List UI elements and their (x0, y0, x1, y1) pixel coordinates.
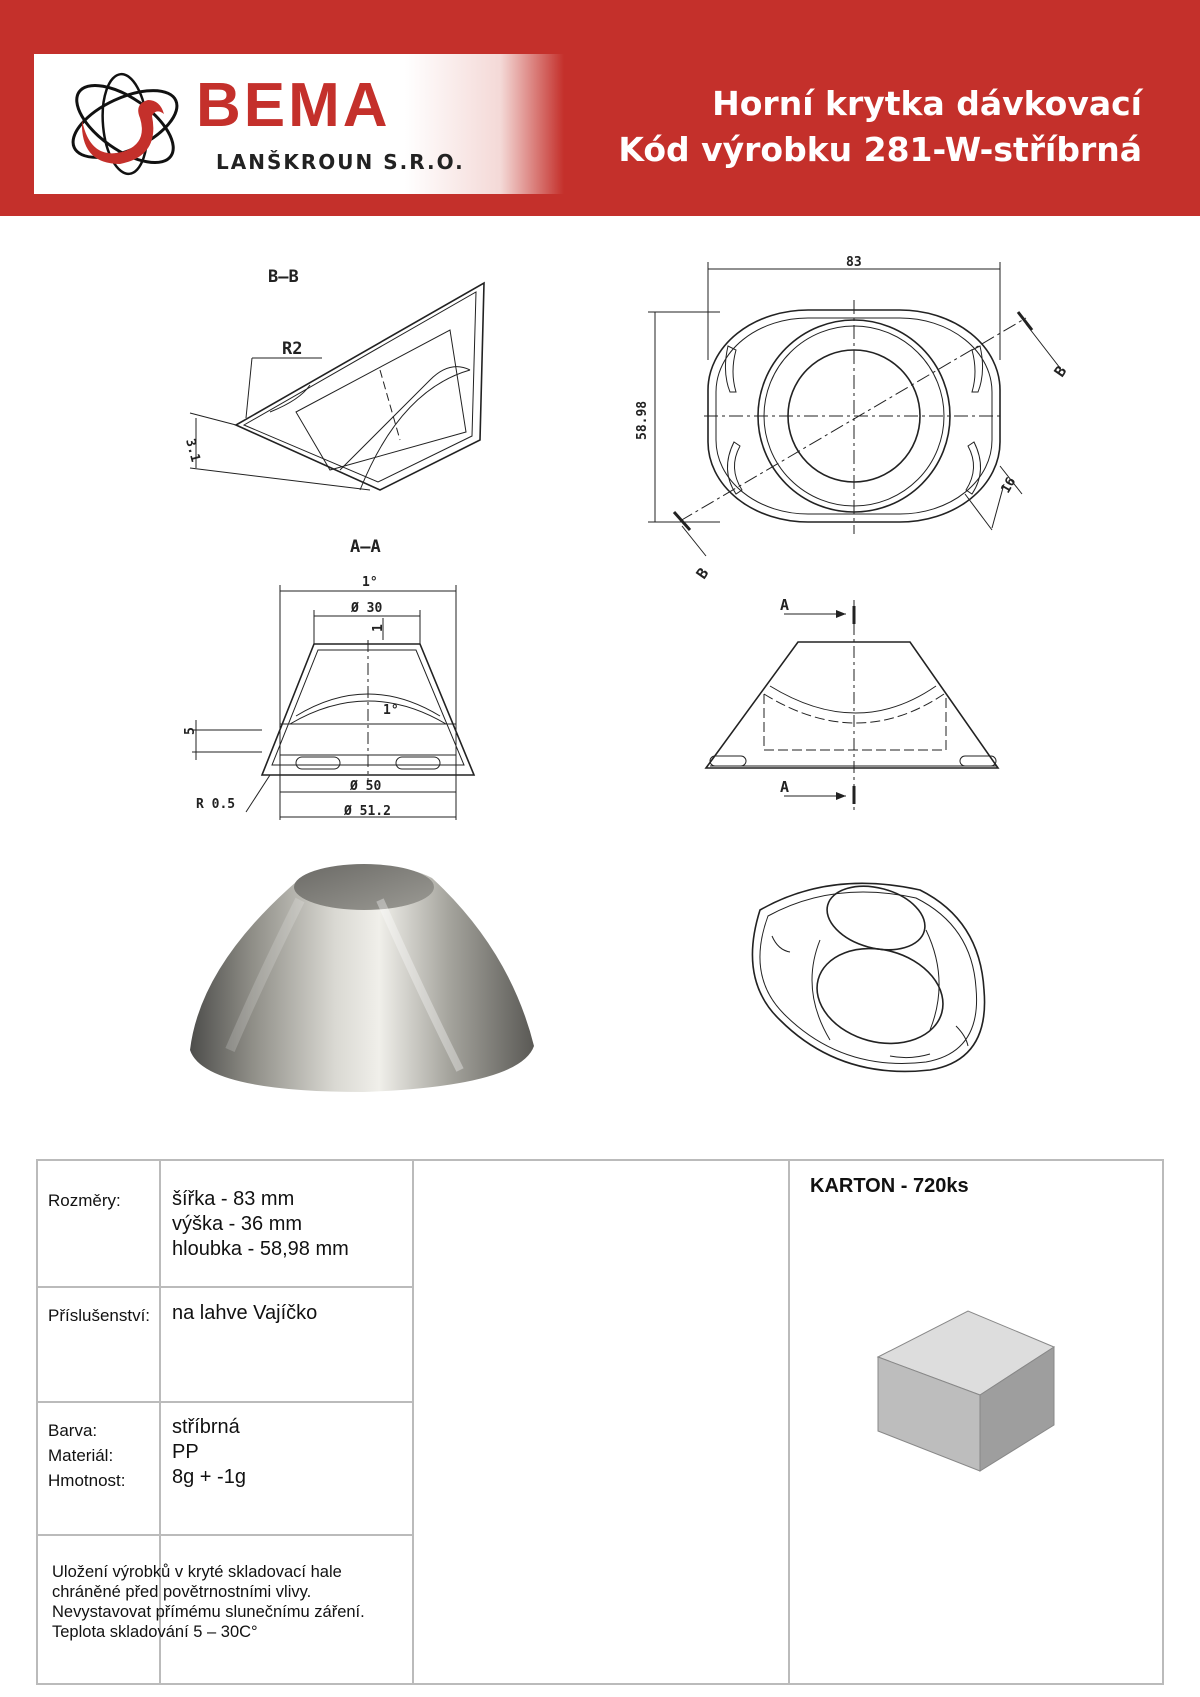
dim-1deg-top: 1° (362, 575, 378, 590)
divider (788, 1161, 790, 1683)
barva-value: stříbrná (172, 1416, 240, 1438)
product-photo (190, 864, 534, 1092)
top-view-drawing (648, 262, 1060, 556)
karton-label: KARTON - 720ks (810, 1175, 969, 1197)
dim-83: 83 (846, 255, 862, 270)
material-label: Materiál: (48, 1446, 114, 1465)
dim-d51-2: Ø 51.2 (344, 804, 391, 819)
section-aa-label: A–A (350, 537, 381, 557)
dim-1deg-inner: 1° (383, 703, 399, 718)
isometric-wireframe-drawing (752, 876, 984, 1071)
divider (38, 1534, 412, 1536)
bema-logo-icon (60, 60, 190, 188)
section-bb-label: B–B (268, 267, 299, 287)
dim-1: 1 (371, 624, 386, 632)
divider (412, 1161, 414, 1683)
storage-note-line: Nevystavovat přímému slunečnímu záření. (52, 1603, 365, 1621)
dim-58-98: 58.98 (635, 400, 650, 440)
storage-note-line: chráněné před povětrnostními vlivy. (52, 1583, 312, 1601)
rozmery-values (172, 1187, 349, 1262)
dim-r2: R2 (282, 339, 303, 359)
prislusenstvi-label: Příslušenství: (48, 1306, 151, 1325)
dim-d30: Ø 30 (351, 601, 383, 616)
dim-16: 16 (998, 474, 1020, 496)
storage-note-line: Teplota skladování 5 – 30C° (52, 1623, 258, 1641)
divider (38, 1286, 412, 1288)
brand-name: BEMA (196, 71, 391, 140)
rozmery-height: výška - 36 mm (172, 1213, 303, 1235)
rozmery-depth: hloubka - 58,98 mm (172, 1238, 349, 1260)
page-title: Horní krytka dávkovací (712, 84, 1142, 123)
product-code: Kód výrobku 281-W-stříbrná (618, 130, 1142, 169)
section-bb-drawing (190, 283, 484, 490)
section-a-marker-bottom: A (780, 778, 790, 796)
section-b-marker-top: B (1050, 362, 1071, 381)
spec-table (36, 1159, 1164, 1685)
material-values (172, 1415, 246, 1490)
dim-3-1: 3.1 (182, 437, 203, 464)
carton-box-icon (876, 1309, 1058, 1473)
section-aa-drawing (192, 585, 474, 820)
dim-d50: Ø 50 (350, 779, 382, 794)
material-value: PP (172, 1441, 199, 1463)
hmotnost-label: Hmotnost: (48, 1471, 126, 1490)
rozmery-width: šířka - 83 mm (172, 1188, 295, 1210)
front-view-drawing (706, 600, 998, 810)
prislusenstvi-value: na lahve Vajíčko (172, 1302, 318, 1324)
material-labels (48, 1418, 125, 1493)
dim-r0-5: R 0.5 (196, 797, 236, 812)
divider (38, 1401, 412, 1403)
rozmery-label: Rozměry: (48, 1191, 121, 1210)
barva-label: Barva: (48, 1421, 98, 1440)
technical-drawings (0, 216, 1200, 1116)
storage-note-line: Uložení výrobků v kryté skladovací hale (52, 1563, 342, 1581)
section-b-marker-bottom: B (692, 564, 713, 583)
section-a-marker-top: A (780, 596, 790, 614)
brand-subtitle: LANŠKROUN S.R.O. (216, 150, 465, 174)
header-banner (0, 0, 1200, 216)
hmotnost-value: 8g + -1g (172, 1466, 246, 1488)
storage-note (52, 1562, 365, 1642)
dim-5: 5 (183, 727, 198, 735)
